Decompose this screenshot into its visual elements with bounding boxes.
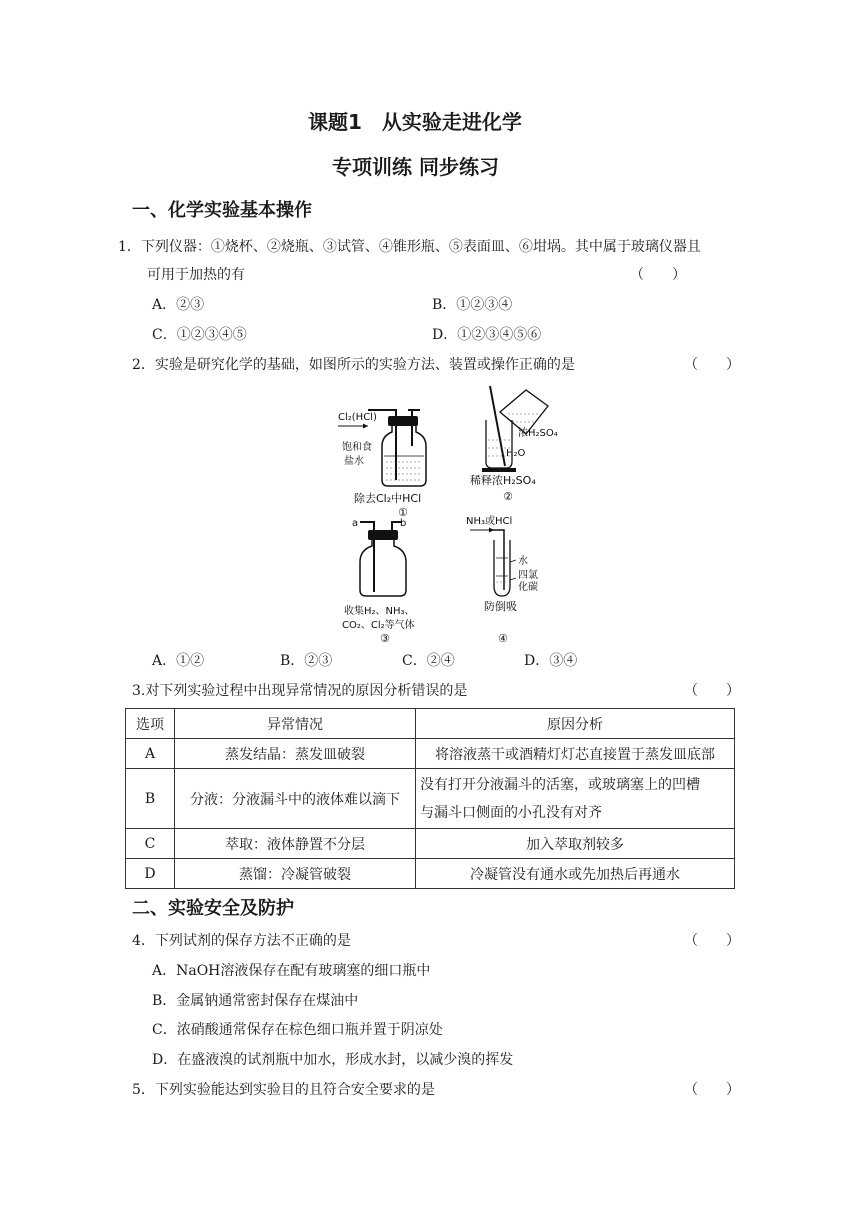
table-cell-abnormal: 分液：分液漏斗中的液体难以滴下 <box>175 769 416 829</box>
table-cell-option: C <box>126 829 175 859</box>
page-subtitle: 专项训练 同步练习 <box>332 155 499 179</box>
table-header-cell: 原因分析 <box>416 709 735 739</box>
gas-collection-diagram <box>342 518 415 642</box>
table-header-row <box>126 709 735 739</box>
reason-line-1: 没有打开分液漏斗的活塞，或玻璃塞上的凹槽 <box>420 776 700 793</box>
table-row <box>126 739 735 769</box>
fig3-caption-2: CO₂、Cl₂等气体 <box>342 620 415 631</box>
fig1-liquid-label-2: 盐水 <box>344 456 364 467</box>
q1-answer-paren: （ ） <box>630 267 686 283</box>
washing-bottle-diagram <box>338 410 426 519</box>
fig2-acid-label: 浓H₂SO₄ <box>518 428 558 439</box>
fig1-caption: 除去Cl₂中HCl <box>354 492 422 505</box>
table-cell-option: B <box>126 769 175 829</box>
q2-option-c: C．②④ <box>402 653 455 669</box>
q1-option-a: A．②③ <box>152 297 205 313</box>
fig4-water-label: 水 <box>518 556 528 567</box>
q5-text: 5．下列实验能达到实验目的且符合安全要求的是 <box>132 1082 435 1098</box>
fig4-caption: 防倒吸 <box>484 600 517 613</box>
analysis-table <box>125 708 735 889</box>
q1-option-b: B．①②③④ <box>432 297 513 313</box>
q4-answer-paren: （ ） <box>684 933 740 949</box>
table-cell-option: A <box>126 739 175 769</box>
section-heading-1: 一、化学实验基本操作 <box>132 200 312 221</box>
table-cell-abnormal: 萃取：液体静置不分层 <box>175 829 416 859</box>
fig1-number: ① <box>398 506 408 519</box>
q2-text: 2．实验是研究化学的基础，如图所示的实验方法、装置或操作正确的是 <box>132 357 575 373</box>
dilution-diagram <box>470 386 558 503</box>
fig4-number: ④ <box>498 632 508 642</box>
q4-text: 4．下列试剂的保存方法不正确的是 <box>132 933 351 949</box>
q2-option-d: D．③④ <box>524 653 578 669</box>
q4-option-b: B．金属钠通常密封保存在煤油中 <box>152 993 359 1009</box>
table-cell-reason: 冷凝管没有通水或先加热后再通水 <box>416 859 735 889</box>
q4-option-d: D．在盛液溴的试剂瓶中加水，形成水封，以减少溴的挥发 <box>152 1052 514 1068</box>
table-row <box>126 769 735 829</box>
table-cell-reason: 加入萃取剂较多 <box>416 829 735 859</box>
q4-option-a: A．NaOH溶液保存在配有玻璃塞的细口瓶中 <box>152 963 431 979</box>
q3-text: 3.对下列实验过程中出现异常情况的原因分析错误的是 <box>132 683 468 699</box>
fig4-ccl4-label-2: 化碳 <box>518 582 538 593</box>
q1-text-line1: 1．下列仪器：①烧杯、②烧瓶、③试管、④锥形瓶、⑤表面皿、⑥坩埚。其中属于玻璃仪器且 <box>118 239 701 255</box>
fig1-liquid-label-1: 饱和食 <box>342 442 372 453</box>
q3-answer-paren: （ ） <box>684 683 740 699</box>
table-header-cell: 选项 <box>126 709 175 739</box>
section-heading-2: 二、实验安全及防护 <box>132 898 294 919</box>
table-cell-abnormal: 蒸发结晶：蒸发皿破裂 <box>175 739 416 769</box>
fig4-gas-label: NH₃或HCl <box>466 516 513 527</box>
table-cell-reason <box>416 769 735 829</box>
q4-option-c: C．浓硝酸通常保存在棕色细口瓶并置于阴凉处 <box>152 1022 443 1038</box>
fig3-caption-1: 收集H₂、NH₃、 <box>344 606 415 617</box>
q2-option-a: A．①② <box>152 653 205 669</box>
q1-text-line2: 可用于加热的有 <box>147 267 245 283</box>
reason-line-2: 与漏斗口侧面的小孔没有对齐 <box>420 804 602 821</box>
q1-option-d: D．①②③④⑤⑥ <box>432 327 542 343</box>
fig3-port-b: b <box>400 518 407 529</box>
table-row <box>126 829 735 859</box>
table-cell-abnormal: 蒸馏：冷凝管破裂 <box>175 859 416 889</box>
fig2-number: ② <box>503 490 513 503</box>
table-cell-option: D <box>126 859 175 889</box>
fig4-ccl4-label-1: 四氯 <box>518 570 538 581</box>
table-row <box>126 859 735 889</box>
q2-option-b: B．②③ <box>280 653 333 669</box>
q2-answer-paren: （ ） <box>684 357 740 373</box>
page-title: 课题1 从实验走进化学 <box>308 110 522 134</box>
table-cell-reason: 将溶液蒸干或酒精灯灯芯直接置于蒸发皿底部 <box>416 739 735 769</box>
fig3-port-a: a <box>352 518 359 529</box>
fig3-number: ③ <box>380 632 390 642</box>
fig2-water-label: H₂O <box>506 448 526 459</box>
table-header-cell: 异常情况 <box>175 709 416 739</box>
q5-answer-paren: （ ） <box>684 1082 740 1098</box>
fig2-caption: 稀释浓H₂SO₄ <box>470 474 536 487</box>
apparatus-figure <box>330 380 570 642</box>
q1-option-c: C．①②③④⑤ <box>152 327 247 343</box>
anti-suckback-diagram <box>466 514 538 642</box>
fig1-gas-label: Cl₂(HCl) <box>338 412 377 423</box>
